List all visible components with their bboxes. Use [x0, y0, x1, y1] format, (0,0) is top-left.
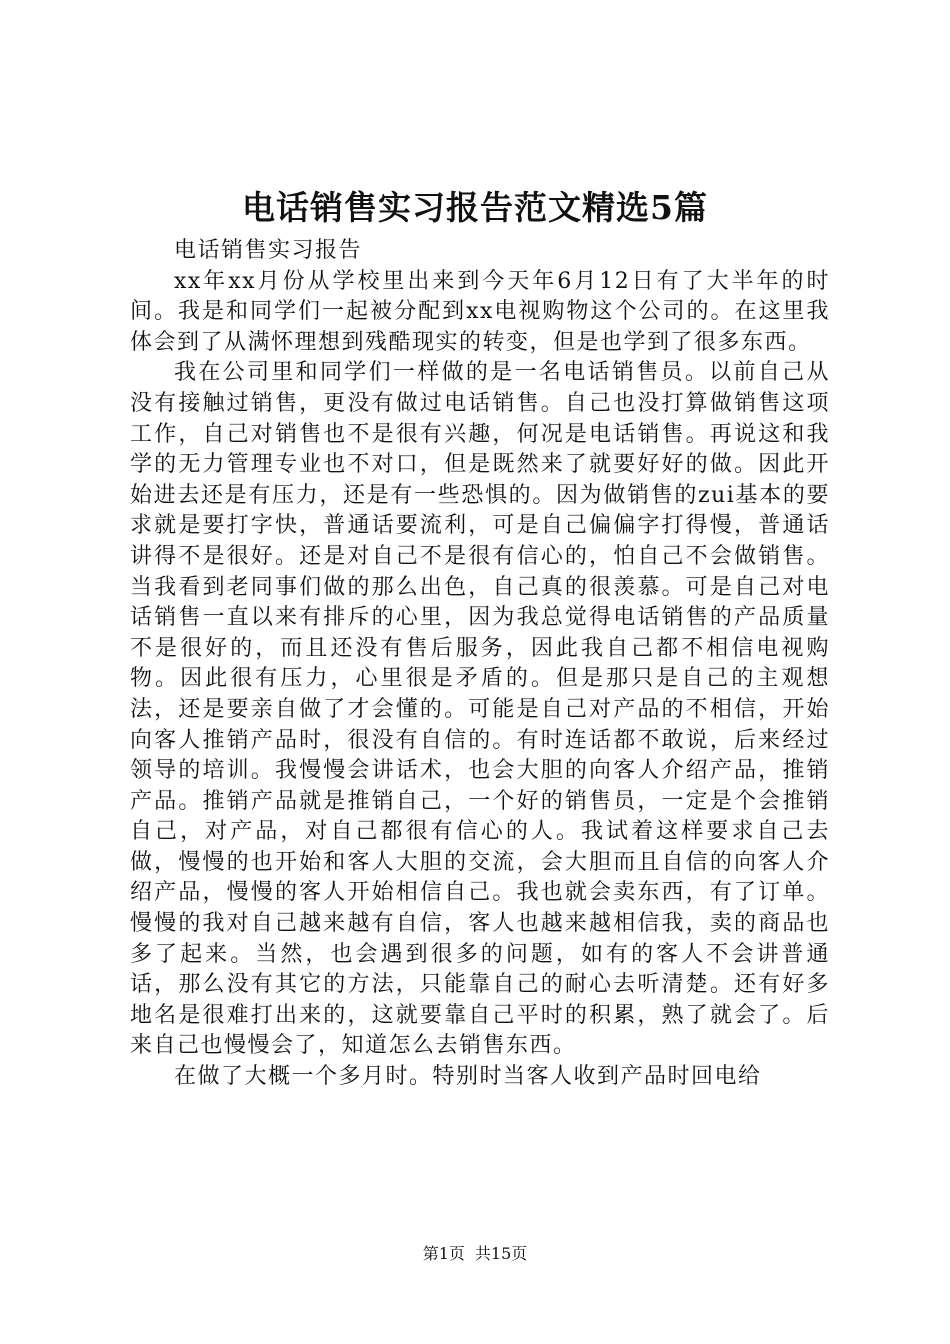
page-number: 第1页 — [422, 1244, 465, 1263]
page-footer — [0, 1244, 950, 1264]
page-total: 共15页 — [474, 1244, 528, 1263]
paragraph: 我在公司里和同学们一样做的是一名电话销售员。以前自己从没有接触过销售，更没有做过电话销售。自己也没打算做销售这项工作，自己对销售也不是很有兴趣，何况是电话销售。再说这和我学的无力管理专业也不对口，但是既然来了就要好好的做。因此开始进去还是有压力，还是有一些恐惧的。因为做销售的zui基本的要求就是要打字快，普通话要流利，可是自己偏偏字打得慢，普通话讲得不是很好。还是对自己不是很有信心的，怕自己不会做销售。当我看到老同事们做的那么出色，自己真的很羡慕。可是自己对电话销售一直以来有排斥的心里，因为我总觉得电话销售的产品质量不是很好的，而且还没有售后服务，因此我自己都不相信电视购物。因此很有压力，心里很是矛盾的。但是那只是自己的主观想法，还是要亲自做了才会懂的。可能是自己对产品的不相信，开始向客人推销产品时，很没有自信的。有时连话都不敢说，后来经过领导的培训。我慢慢会讲话术，也会大胆的向客人介绍产品，推销产品。推销产品就是推销自己，一个好的销售员，一定是个会推销自己，对产品，对自己都很有信心的人。我试着这样要求自己去做，慢慢的也开始和客人大胆的交流，会大胆而且自信的向客人介绍产品，慢慢的客人开始相信自己。我也就会卖东西，有了订单。慢慢的我对自己越来越有自信，客人也越来越相信我，卖的商品也多了起来。当然，也会遇到很多的问题，如有的客人不会讲普通话，那么没有其它的方法，只能靠自己的耐心去听清楚。还有好多地名是很难打出来的，这就要靠自己平时的积累，熟了就会了。后来自己也慢慢会了，知道怎么去销售东西。 — [130, 360, 830, 1059]
document-body — [130, 236, 830, 1093]
document-subtitle: 电话销售实习报告 — [174, 238, 363, 263]
document-title: 电话销售实习报告范文精选5篇 — [242, 188, 708, 227]
paragraph: xx年xx月份从学校里出来到今天年6月12日有了大半年的时间。我是和同学们一起被分配到xx电视购物这个公司的。在这里我体会到了从满怀理想到残酷现实的转变，但是也学到了很多东西。 — [130, 268, 830, 355]
paragraph: 在做了大概一个多月时。特别时当客人收到产品时回电给 — [174, 1064, 762, 1090]
